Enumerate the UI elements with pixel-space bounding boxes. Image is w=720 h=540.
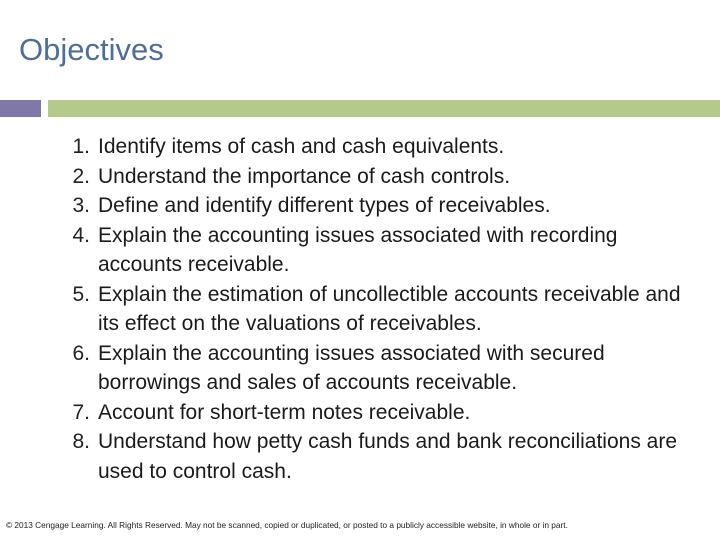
item-text: Account for short-term notes receivable.: [98, 400, 471, 424]
list-item: [40, 191, 700, 221]
item-text: Explain the estimation of uncollectible accounts receivable and its effect on the valuations of receivables.: [98, 282, 681, 335]
list-item: [40, 339, 700, 398]
item-text: Understand the importance of cash controls.: [98, 164, 511, 188]
copyright-footer: © 2013 Cengage Learning. All Rights Reserved. May not be scanned, copied or duplicated, or posted to a publicly accessible website, in whole or in part.: [6, 520, 568, 530]
item-number: 5.: [72, 282, 90, 306]
item-text: Explain the accounting issues associated with secured borrowings and sales of accounts receivable.: [98, 341, 605, 394]
item-number: 3.: [72, 194, 90, 217]
item-number: 6.: [72, 341, 90, 365]
list-item: [40, 427, 700, 486]
item-text: Understand how petty cash funds and bank reconciliations are used to control cash.: [98, 430, 678, 483]
objectives-list: [40, 132, 700, 486]
item-text: Identify items of cash and cash equivalents.: [98, 135, 505, 158]
list-item: [40, 398, 700, 428]
list-item: [40, 132, 700, 162]
list-item: [40, 280, 700, 339]
accent-bar-left: [0, 100, 41, 117]
slide-title: Objectives: [19, 32, 164, 67]
item-number: 2.: [72, 164, 90, 188]
item-number: 8.: [72, 430, 90, 453]
list-item: [40, 162, 700, 192]
item-text: Define and identify different types of receivables.: [98, 194, 551, 217]
accent-bar-right: [48, 100, 720, 117]
item-text: Explain the accounting issues associated with recording accounts receivable.: [98, 223, 618, 276]
item-number: 7.: [72, 400, 90, 424]
item-number: 4.: [72, 223, 90, 247]
item-number: 1.: [72, 135, 90, 158]
list-item: [40, 221, 700, 280]
